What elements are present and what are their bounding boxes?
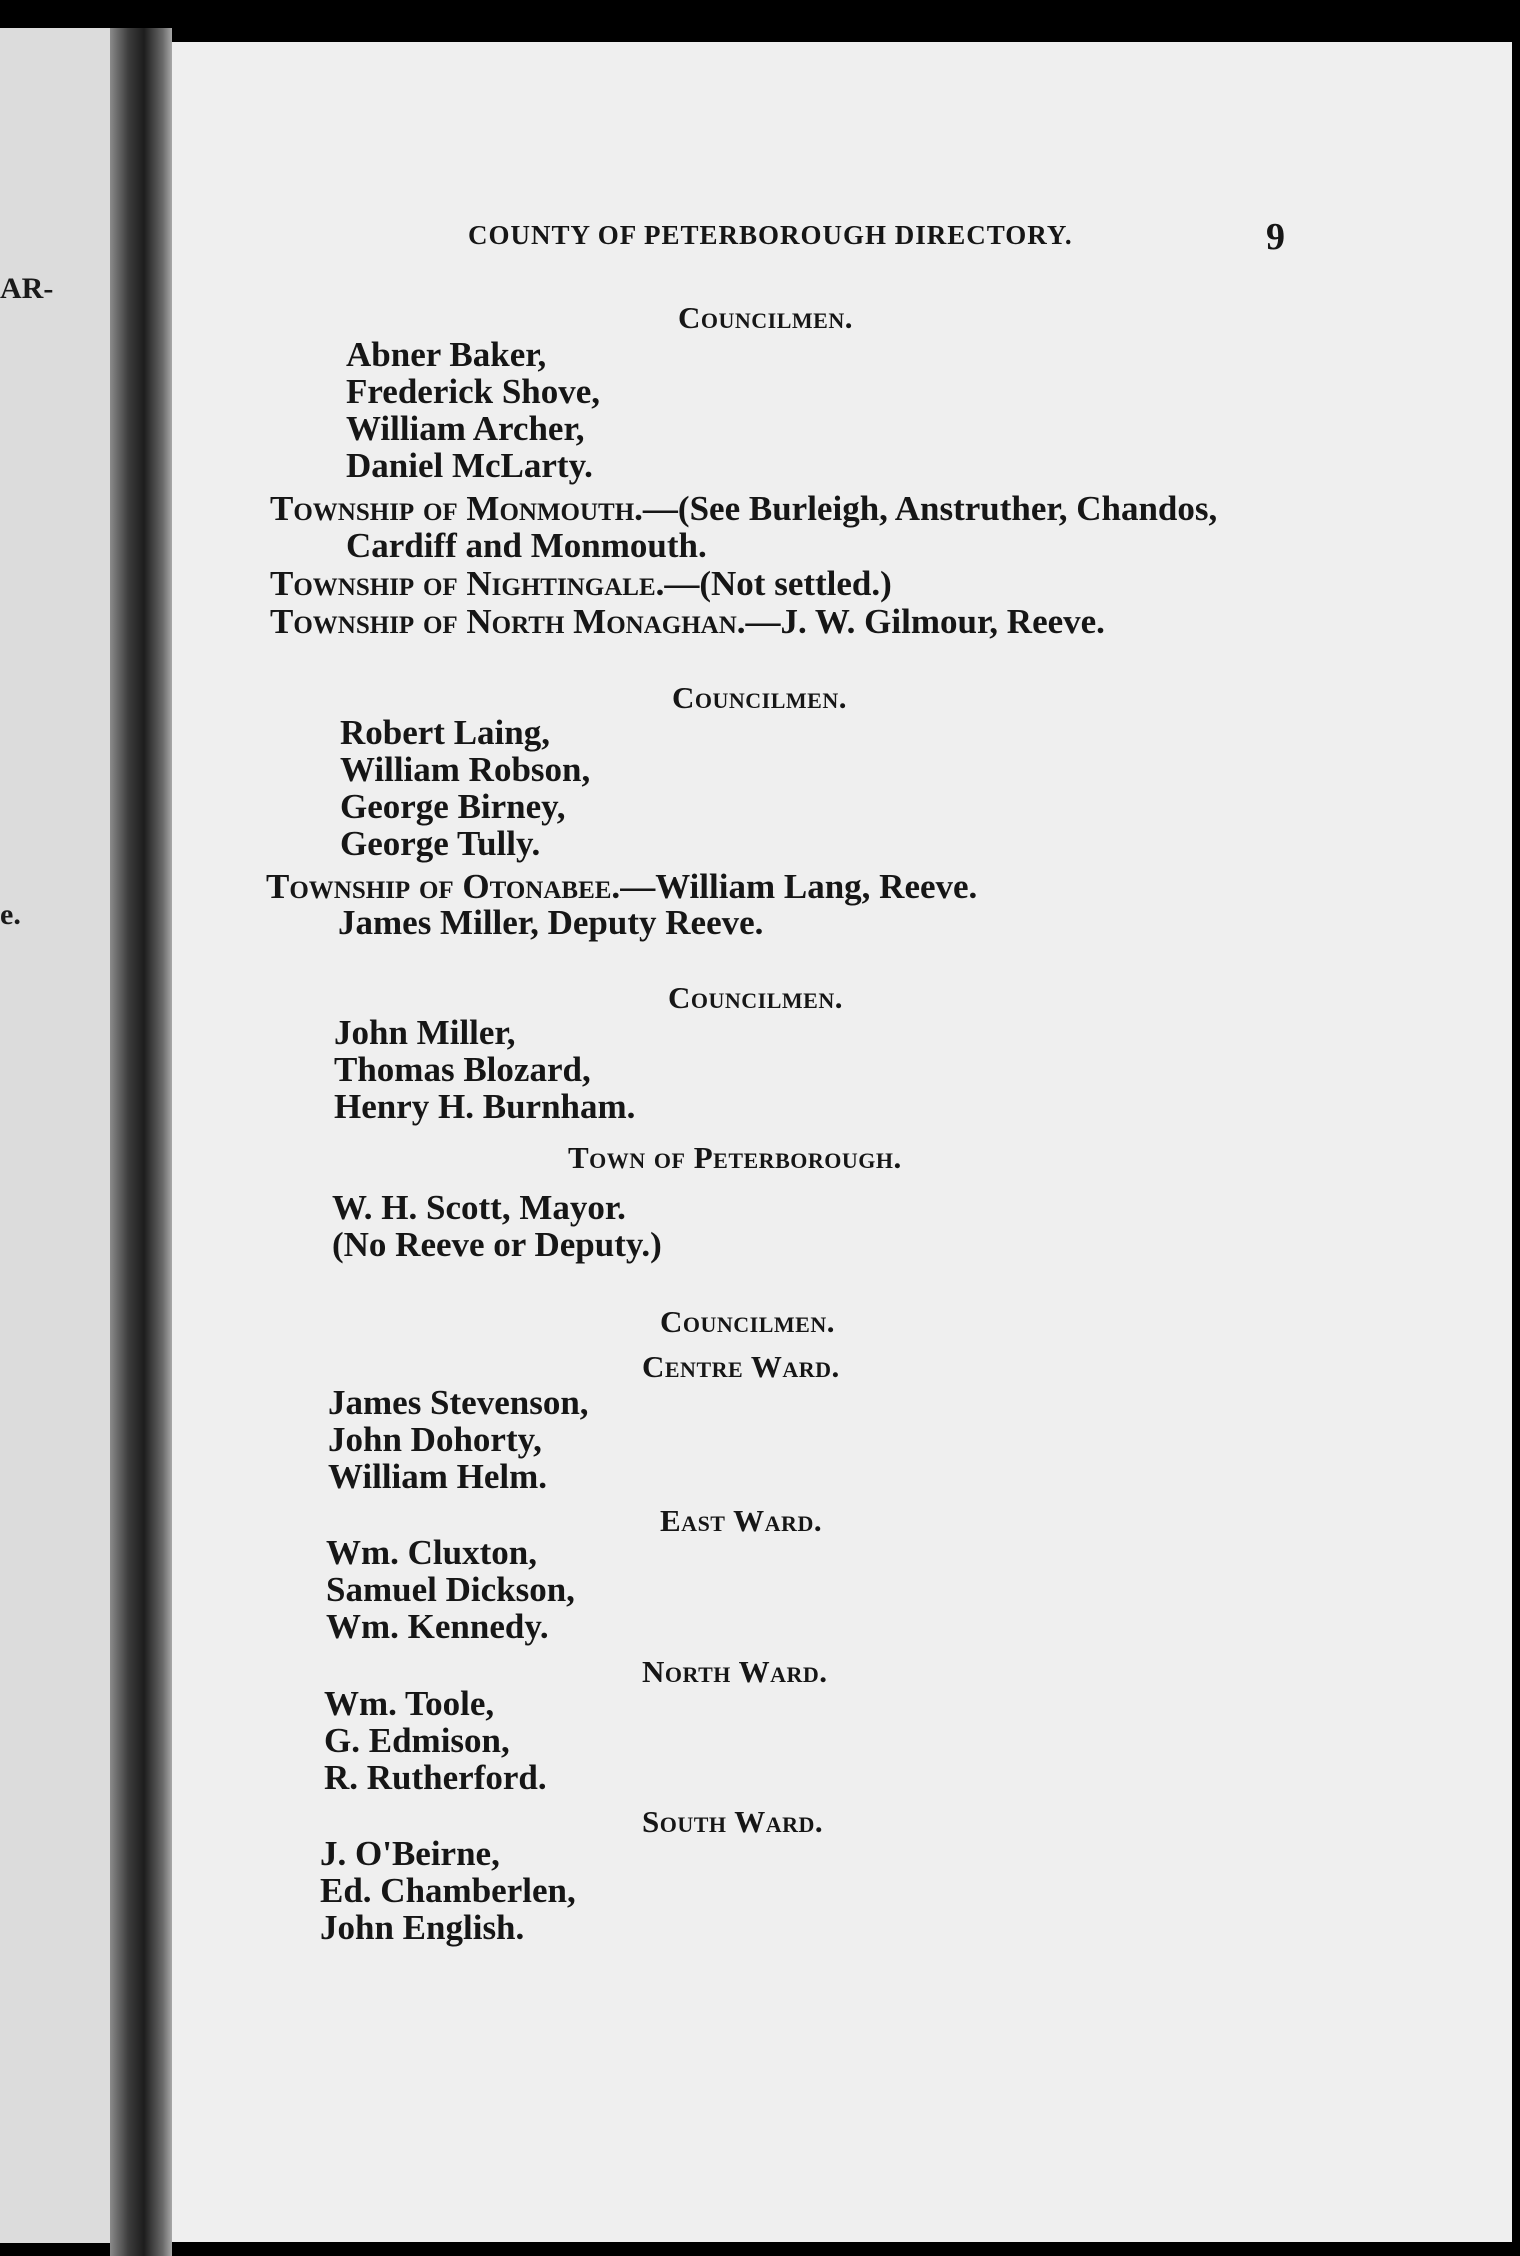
councilman: John Miller, xyxy=(334,1013,516,1052)
book-spine xyxy=(110,28,172,2256)
township-label: Township of Otonabee. xyxy=(266,867,621,906)
ward-member: Wm. Kennedy. xyxy=(326,1607,549,1646)
township-label: Township of Nightingale. xyxy=(270,564,665,603)
ward-member: Samuel Dickson, xyxy=(326,1570,575,1609)
town-peterborough-heading: Town of Peterborough. xyxy=(568,1140,902,1175)
deputy-reeve: James Miller, Deputy Reeve. xyxy=(338,903,764,942)
councilmen-heading: Councilmen. xyxy=(672,680,847,715)
township-north-monaghan-entry xyxy=(270,604,1105,639)
township-detail: —J. W. Gilmour, Reeve. xyxy=(745,602,1105,641)
ward-member: J. O'Beirne, xyxy=(320,1834,500,1873)
ward-member: R. Rutherford. xyxy=(324,1758,547,1797)
councilman: Robert Laing, xyxy=(340,713,550,752)
margin-fragment-2: e. xyxy=(0,898,21,931)
township-detail: —(See Burleigh, Anstruther, Chandos, xyxy=(642,489,1218,528)
township-label: Township of Monmouth. xyxy=(270,489,643,528)
reeve-note: (No Reeve or Deputy.) xyxy=(332,1225,662,1264)
councilmen-heading: Councilmen. xyxy=(678,300,853,335)
ward-member: James Stevenson, xyxy=(328,1383,589,1422)
township-otonabee-entry xyxy=(266,869,977,904)
running-header: COUNTY OF PETERBOROUGH DIRECTORY. xyxy=(468,220,1073,250)
ward-member: Wm. Cluxton, xyxy=(326,1533,537,1572)
ward-heading: South Ward. xyxy=(642,1804,824,1839)
margin-fragment-1: AR- xyxy=(0,272,54,305)
ward-member: John English. xyxy=(320,1908,525,1947)
councilman: Thomas Blozard, xyxy=(334,1050,591,1089)
township-label: Township of North Monaghan. xyxy=(270,602,746,641)
ward-heading: East Ward. xyxy=(660,1503,823,1538)
councilman: George Birney, xyxy=(340,787,566,826)
councilman: Henry H. Burnham. xyxy=(334,1087,636,1126)
township-monmouth-entry xyxy=(270,491,1217,526)
ward-member: Wm. Toole, xyxy=(324,1684,495,1723)
ward-member: G. Edmison, xyxy=(324,1721,510,1760)
ward-member: William Helm. xyxy=(328,1457,548,1496)
councilman: George Tully. xyxy=(340,824,541,863)
ward-member: Ed. Chamberlen, xyxy=(320,1871,576,1910)
councilman: William Robson, xyxy=(340,750,591,789)
township-detail: —William Lang, Reeve. xyxy=(620,867,978,906)
ward-heading: Centre Ward. xyxy=(642,1349,840,1384)
councilmen-heading: Councilmen. xyxy=(660,1304,835,1339)
councilman: Daniel McLarty. xyxy=(346,446,593,485)
ward-member: John Dohorty, xyxy=(328,1420,542,1459)
councilman: William Archer, xyxy=(346,409,585,448)
township-detail-continued: Cardiff and Monmouth. xyxy=(346,526,707,565)
mayor: W. H. Scott, Mayor. xyxy=(332,1188,626,1227)
township-detail: —(Not settled.) xyxy=(664,564,892,603)
ward-heading: North Ward. xyxy=(642,1654,828,1689)
councilmen-heading: Councilmen. xyxy=(668,980,843,1015)
page-number: 9 xyxy=(1266,216,1285,258)
councilman: Frederick Shove, xyxy=(346,372,601,411)
councilman: Abner Baker, xyxy=(346,335,547,374)
township-nightingale-entry xyxy=(270,566,892,601)
